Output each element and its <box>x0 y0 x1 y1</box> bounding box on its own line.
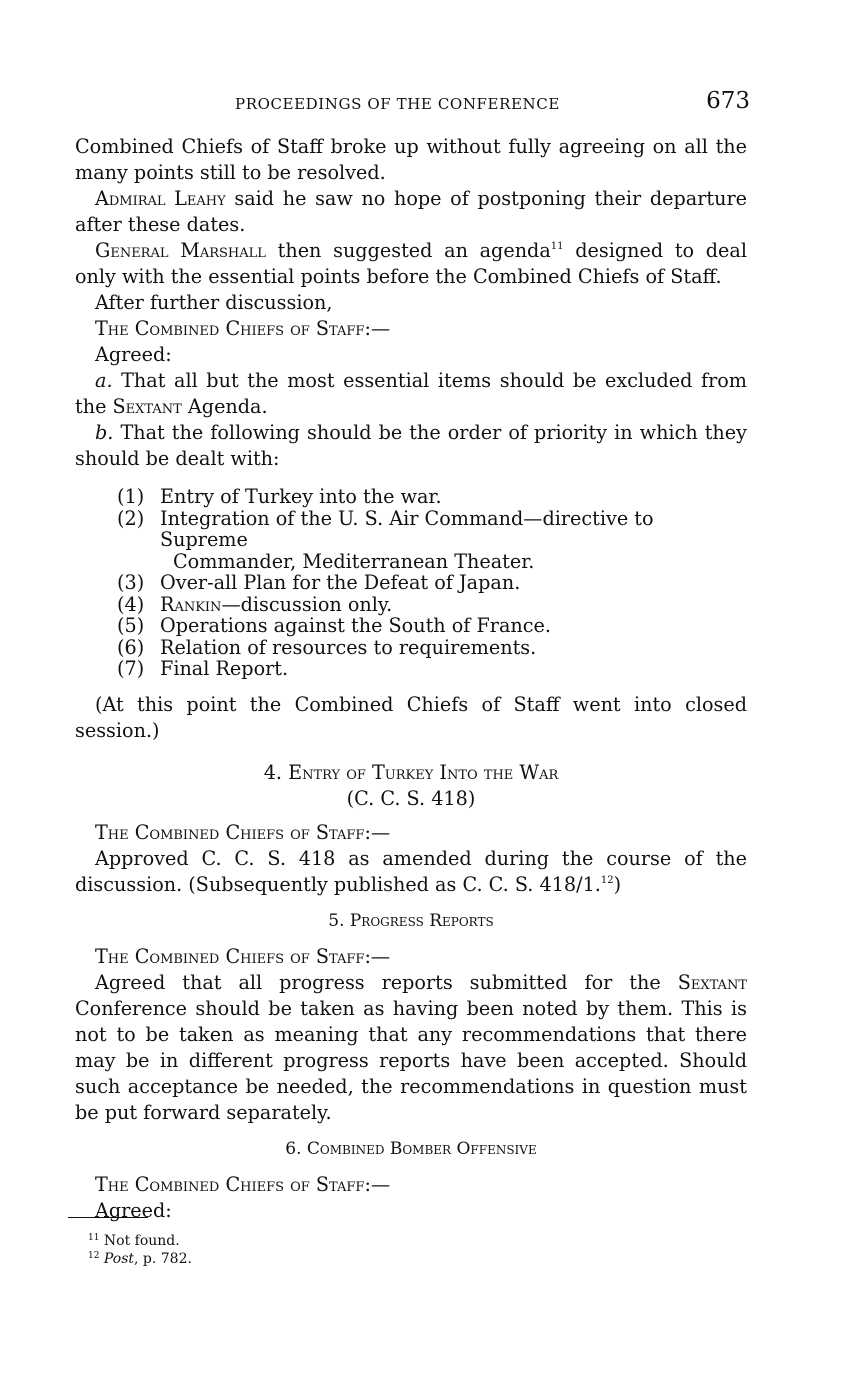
list-item: (5) Operations against the South of France. <box>117 614 551 637</box>
list-item: (6) Relation of resources to requirements. <box>117 635 537 659</box>
list-item: (1) Entry of Turkey into the war. <box>117 485 442 508</box>
list-item: (2) Integration of the U. S. Air Command—directive to Supreme <box>117 506 654 551</box>
code-name: Sextant <box>112 395 182 418</box>
item-a: a. That all but the most essential items should be excluded from the Sextant Agenda. <box>75 369 747 418</box>
list-item-continuation: Commander, Mediterranean Theater. <box>173 549 535 573</box>
footnote-ref: 12 <box>600 874 614 886</box>
speaker-name: Admiral Leahy <box>95 187 226 210</box>
paragraph-marshall: General Marshall then suggested an agenda$^{11}$ designed to deal only with the essential points before the Combined Chiefs of Staff. <box>75 239 747 288</box>
speaker-name: General Marshall <box>95 239 266 262</box>
paragraph-leahy: Admiral Leahy said he saw no hope of postponing their departure after these dates. <box>75 187 747 236</box>
footnotes <box>88 1232 192 1268</box>
list-item: (7) Final Report. <box>117 657 289 680</box>
item-b: b. That the following should be the order of priority in which they should be dealt with: <box>75 421 747 470</box>
paragraph-sec4: Approved C. C. S. 418 as amended during the course of the discussion. (Subsequently published as C. C. S. 418/1.12) <box>75 846 747 896</box>
paragraph-discussion: After further discussion, <box>95 291 333 314</box>
ccs-heading: The Combined Chiefs of Staff:— <box>95 820 391 844</box>
section-heading-6: 6. Combined Bomber Offensive <box>285 1138 537 1159</box>
agreed-label: Agreed: <box>95 1198 172 1222</box>
code-name: Sextant <box>677 970 747 994</box>
footnote-ref: 11 <box>550 241 564 252</box>
ccs-heading: The Combined Chiefs of Staff:— <box>95 944 391 968</box>
priority-list <box>117 486 747 680</box>
footnote-divider <box>68 1217 148 1218</box>
page-header <box>75 88 750 120</box>
list-item: (3) Over-all Plan for the Defeat of Japan. <box>117 571 521 594</box>
footnote: $^{12}$ Post, p. 782. <box>88 1251 192 1267</box>
paragraph-closed-session: (At this point the Combined Chiefs of Staff went into closed session.) <box>75 692 747 742</box>
footnote: $^{11}$ Not found. <box>88 1233 180 1249</box>
agreed-label: Agreed: <box>95 343 172 366</box>
section-heading-5: 5. Progress Reports <box>328 910 494 931</box>
code-name: Rankin <box>160 592 222 616</box>
list-item: (4) Rankin—discussion only. <box>117 592 393 616</box>
paragraph-sec5: Agreed that all progress reports submitted for the Sextant Conference should be taken as having been noted by them. This is not to be taken as meaning that any recommendations that there may be in different progress reports have been accepted. Should such acceptance be needed, the recommendations in question must be put forward separately. <box>75 970 747 1124</box>
section-subheading: (C. C. S. 418) <box>346 786 476 810</box>
running-head: PROCEEDINGS OF THE CONFERENCE <box>235 95 560 113</box>
body-text <box>75 134 747 1224</box>
ccs-heading: The Combined Chiefs of Staff:— <box>95 1172 391 1196</box>
paragraph-continuation: Combined Chiefs of Staff broke up without fully agreeing on all the many points still to be resolved. <box>75 135 747 184</box>
ccs-heading: The Combined Chiefs of Staff:— <box>95 317 391 340</box>
page-number: 673 <box>706 88 750 114</box>
section-heading-4: 4. Entry of Turkey Into the War (C. C. S. 418) <box>75 760 747 812</box>
